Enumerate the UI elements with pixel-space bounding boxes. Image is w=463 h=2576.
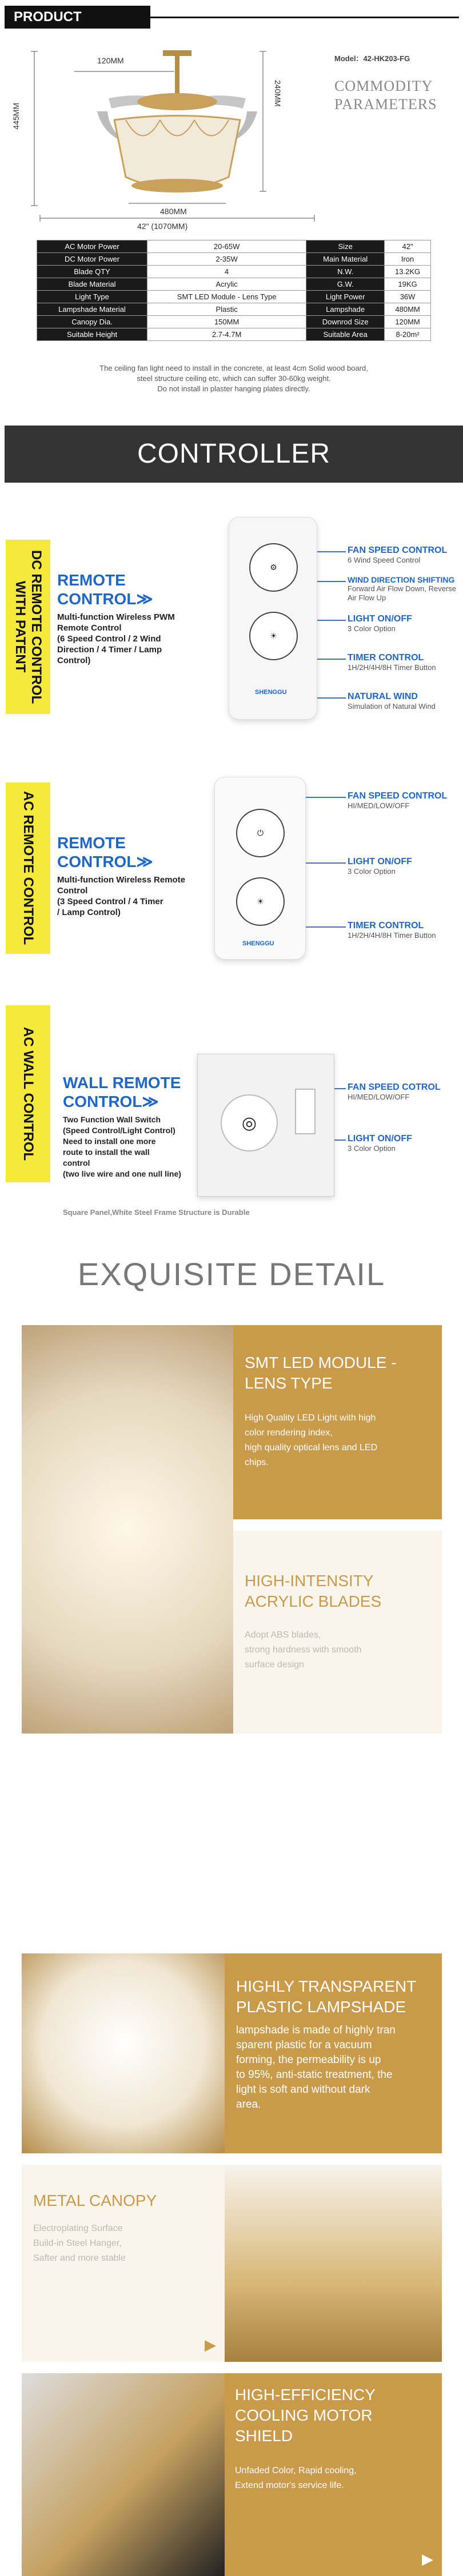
spec-key: G.W. — [306, 278, 385, 291]
spec-key: Lampshade — [306, 303, 385, 316]
dc-feature-list — [348, 545, 462, 721]
spec-key: Suitable Height — [37, 328, 147, 341]
motor-shield-arrow-icon: ▶ — [422, 2550, 433, 2567]
ac-feature-list — [348, 791, 462, 940]
wall-pointer-lines — [334, 1054, 346, 1197]
wall-control-tab: AC WALL CONTROL — [6, 1005, 50, 1182]
spec-key: Blade QTY — [37, 266, 147, 278]
spec-row — [37, 291, 431, 303]
lampshade-photo — [22, 1953, 225, 2153]
wall-control-desc: Two Function Wall Switch (Speed Control/Light Control) Need to install one more route to install the wall control (two live wire and one null line) — [63, 1115, 181, 1178]
canopy-heading: METAL CANOPY — [33, 2192, 157, 2209]
canopy-text: Electroplating Surface Build-in Steel Hanger, Safter and more stable — [33, 2224, 126, 2263]
spec-key: DC Motor Power — [37, 253, 147, 266]
motor-shield-photo — [22, 2373, 225, 2576]
dc-feature-direction: WIND DIRECTION SHIFTING Forward Air Flow Down, Reverse Air Flow Up — [348, 575, 456, 602]
spec-key: Blade Material — [37, 278, 147, 291]
spec-row — [37, 240, 431, 253]
controller-banner: CONTROLLER — [5, 426, 463, 483]
header-rule — [150, 17, 459, 18]
dc-remote-title: REMOTE CONTROL≫ — [57, 571, 153, 608]
spec-key: Size — [306, 240, 385, 253]
canopy-panel — [22, 2165, 225, 2362]
spec-value: SMT LED Module - Lens Type — [147, 291, 306, 303]
wall-feature-list — [348, 1082, 462, 1153]
ac-pointer-lines — [306, 777, 346, 960]
wall-feature-speed: FAN SPEED COTROL HI/MED/LOW/OFF — [348, 1082, 441, 1101]
spec-value: 150MM — [147, 316, 306, 328]
ac-feature-speed: FAN SPEED CONTROL HI/MED/LOW/OFF — [348, 791, 448, 810]
spec-value: Plastic — [147, 303, 306, 316]
lampshade-panel — [225, 1953, 442, 2153]
dc-feature-light: LIGHT ON/OFF 3 Color Option — [348, 614, 412, 633]
acrylic-blade-panel — [233, 1531, 442, 1734]
ac-feature-light: LIGHT ON/OFF 3 Color Option — [348, 857, 412, 876]
ac-remote-light-dial: ☀ — [236, 877, 285, 926]
spec-value: 2-35W — [147, 253, 306, 266]
dc-pointer-lines — [317, 517, 346, 723]
dim-total-height: 445MM — [11, 103, 21, 130]
ac-remote-info — [57, 834, 223, 918]
wall-light-rocker — [295, 1089, 316, 1134]
wall-speed-knob: ◎ — [221, 1094, 278, 1151]
ac-remote-brand: SHENGGU — [242, 940, 274, 947]
ac-remote-desc: Multi-function Wireless Remote Control (3 Speed Control / 4 Timer / Lamp Control) — [57, 875, 186, 917]
spec-row — [37, 278, 431, 291]
spec-key: Main Material — [306, 253, 385, 266]
section-header — [0, 0, 463, 47]
dim-height-240: 240MM — [273, 80, 282, 107]
wall-switch-image — [197, 1054, 334, 1197]
dc-remote-tab: DC REMOTE CONTROL WITH PATENT — [6, 540, 50, 714]
spec-value: Acrylic — [147, 278, 306, 291]
ac-remote-speed-dial: ⏻ — [236, 809, 285, 857]
ac-remote-tab: AC REMOTE CONTROL — [6, 783, 50, 954]
dc-remote-light-dial: ☀ — [249, 612, 298, 660]
dim-blade-120: 120MM — [97, 56, 124, 65]
led-module-panel — [233, 1325, 442, 1519]
spec-value: 2.7-4.7M — [147, 328, 306, 341]
spec-key: Light Type — [37, 291, 147, 303]
spec-key: AC Motor Power — [37, 240, 147, 253]
spec-value: 36W — [385, 291, 431, 303]
ac-remote-title: REMOTE CONTROL≫ — [57, 834, 153, 870]
ac-feature-timer: TIMER CONTROL 1H/2H/4H/8H Timer Button — [348, 921, 436, 940]
motor-shield-text: Unfaded Color, Rapid cooling, Extend motor's service life. — [235, 2466, 357, 2490]
commodity-title: COMMODITY PARAMETERS — [334, 78, 437, 113]
acrylic-blade-text: Adopt ABS blades, strong hardness with smooth surface design — [245, 1630, 362, 1670]
dc-feature-timer: TIMER CONTROL 1H/2H/4H/8H Timer Button — [348, 653, 436, 672]
spec-row — [37, 316, 431, 328]
led-module-text: High Quality LED Light with high color rendering index, high quality optical lens and LED chips. — [245, 1413, 378, 1467]
led-module-heading: SMT LED MODULE - LENS TYPE — [245, 1354, 397, 1392]
acrylic-blade-heading: HIGH-INTENSITY ACRYLIC BLADES — [245, 1572, 382, 1610]
install-note: The ceiling fan light need to install in the concrete, at least 4cm Solid wood board, steel structure ceiling etc, which can suffer 30-60kg weight. Do not install in plaster hanging plates directly. — [99, 364, 368, 393]
spec-value: 19KG — [385, 278, 431, 291]
dc-remote-info — [57, 571, 223, 666]
dc-remote-brand: SHENGGU — [255, 689, 287, 696]
ac-remote-image — [214, 777, 306, 960]
dc-feature-speed: FAN SPEED CONTROL 6 Wind Speed Control — [348, 545, 448, 564]
lampshade-text: lampshade is made of highly tran sparent plastic for a vacuum forming, the permeability is up to 95%, anti-static treatment, the light is soft and without dark area. — [236, 2024, 396, 2110]
spec-value: 480MM — [385, 303, 431, 316]
dc-remote-image — [229, 517, 317, 720]
spec-key: Suitable Area — [306, 328, 385, 341]
fan-dimension-drawing — [11, 34, 332, 231]
spec-value: 20-65W — [147, 240, 306, 253]
dc-remote-desc: Multi-function Wireless PWM Remote Control (6 Speed Control / 2 Wind Direction / 4 Timer / Lamp Control) — [57, 612, 175, 665]
motor-shield-heading: HIGH-EFFICIENCY COOLING MOTOR SHIELD — [235, 2386, 376, 2445]
spec-row — [37, 266, 431, 278]
canopy-arrow-icon: ▶ — [205, 2336, 216, 2353]
wall-feature-light: LIGHT ON/OFF 3 Color Option — [348, 1134, 412, 1153]
spec-value: 42" — [385, 240, 431, 253]
spec-row — [37, 303, 431, 316]
canopy-photo — [225, 2165, 442, 2362]
spec-value: 13.2KG — [385, 266, 431, 278]
dc-remote-speed-dial: ⚙ — [249, 543, 298, 592]
spec-value: Iron — [385, 253, 431, 266]
wall-caption: Square Panel,White Steel Frame Structure is Durable — [63, 1208, 250, 1217]
wall-control-title: WALL REMOTE CONTROL≫ — [63, 1074, 181, 1110]
wall-control-info — [63, 1074, 203, 1179]
spec-value: 4 — [147, 266, 306, 278]
spec-key: Lampshade Material — [37, 303, 147, 316]
spec-table — [37, 240, 431, 341]
dc-feature-natural: NATURAL WIND Simulation of Natural Wind — [348, 692, 436, 711]
dim-width-480: 480MM — [160, 207, 187, 216]
spec-key: Downrod Size — [306, 316, 385, 328]
dim-diameter: 42" (1070MM) — [137, 222, 188, 231]
motor-shield-panel — [225, 2373, 442, 2576]
spec-key: Canopy Dia. — [37, 316, 147, 328]
led-module-photo — [22, 1325, 233, 1734]
spec-key: Light Power — [306, 291, 385, 303]
spec-row — [37, 253, 431, 266]
spec-row — [37, 328, 431, 341]
spec-value: 120MM — [385, 316, 431, 328]
model-number: Model：42-HK203-FG — [334, 54, 410, 63]
section-title: PRODUCT PARAMETER — [5, 6, 150, 29]
spec-key: N.W. — [306, 266, 385, 278]
detail-title: EXQUISITE DETAIL — [77, 1256, 386, 1292]
lampshade-heading: HIGHLY TRANSPARENT PLASTIC LAMPSHADE — [236, 1977, 417, 2016]
spec-value: 8-20m² — [385, 328, 431, 341]
